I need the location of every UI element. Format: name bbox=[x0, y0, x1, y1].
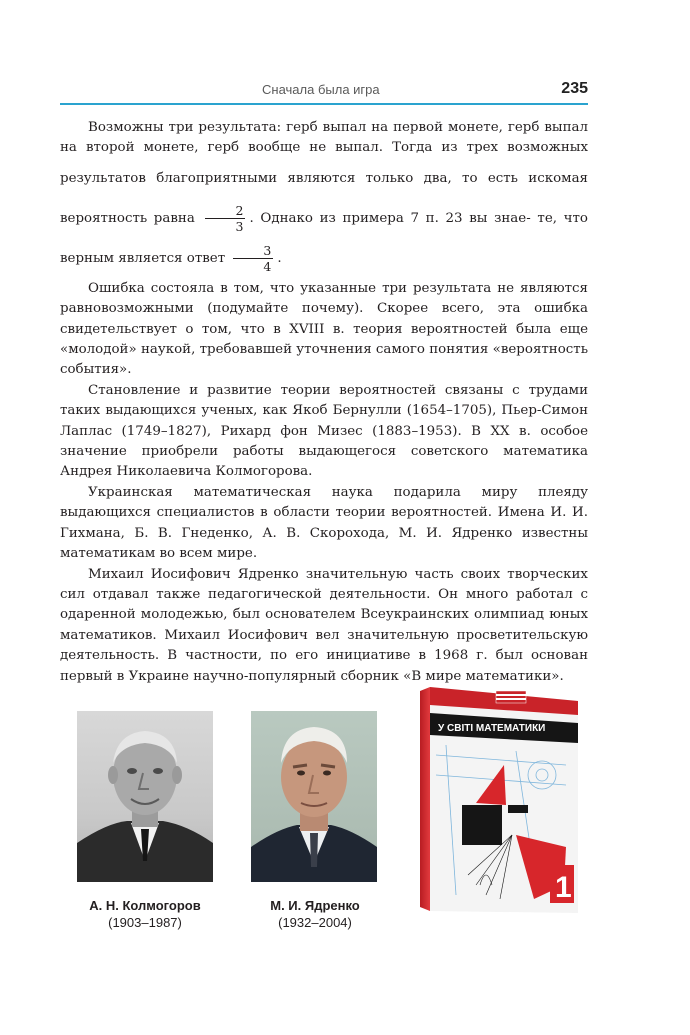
kolmogorov-years: (1903–1987) bbox=[108, 915, 182, 930]
book-volume-number: 1 bbox=[555, 871, 572, 904]
kolmogorov-portrait-drawing bbox=[77, 711, 213, 882]
paragraph-5: Михаил Иосифович Ядренко значительную часть своих творческих сил отдавал также педагогической деятельности. Он много работал с одаренной молодежью, был основателем Всеукраинских олимпиад юных математиков. Михаил Иосифович вел значительную просветительскую деятельность. В частности, по его инициативе в 1968 г. был основан первый в Украине научно-популярный сборник «В мире математики». bbox=[60, 566, 588, 684]
fraction-numerator: 2 bbox=[205, 203, 245, 219]
yadrenko-name: М. И. Ядренко bbox=[270, 898, 360, 913]
kolmogorov-portrait bbox=[77, 711, 213, 882]
kolmogorov-name: А. Н. Колмогоров bbox=[89, 898, 201, 913]
fraction-denominator: 3 bbox=[235, 218, 244, 234]
paragraph-4: Украинская математическая наука подарила миру плеяду выдающихся специалистов в области теории вероятностей. Имена И. И. Гихмана, Б. В. Гнеденко, А. В. Скорохода, М. И. Ядренко известны математикам во всем мире. bbox=[60, 484, 588, 562]
running-header-title: Сначала была игра bbox=[262, 82, 380, 97]
body-text bbox=[60, 118, 588, 687]
example-reference: . Однако из примера 7 п. 23 вы знае- bbox=[249, 210, 531, 226]
fraction-two-thirds bbox=[205, 203, 245, 234]
fraction-denominator: 4 bbox=[263, 258, 272, 274]
paragraph-1-text: Возможны три результата: герб выпал на первой монете, герб выпал на второй монете, герб вообще не выпал. Тогда из трех возможных результатов благоприятными являются только два, то есть bbox=[60, 120, 588, 186]
paragraph-3: Становление и развитие теории вероятностей связаны с трудами таких выдающихся ученых, как Якоб Бернулли (1654–1705), Пьер-Симон Лаплас (1749–1827), Рихард фон Мизес (1883–1953). В XX в. особое значение приобрели работы выдающегося советского математика Андрея Николаевича Колмогорова. bbox=[60, 382, 588, 480]
answer-phrase: те, что верным является ответ bbox=[60, 210, 588, 266]
fraction-three-quarters bbox=[233, 243, 273, 274]
yadrenko-caption bbox=[240, 897, 390, 931]
paragraph-2: Ошибка состояла в том, что указанные три результата не являются равновозможными (подумайте почему). Скорее всего, эта ошибка свидетельствует о том, что в XVIII в. теория вероятностей была еще «молодой» наукой, требовавшей уточнения самого понятия «вероятность события». bbox=[60, 280, 588, 378]
yadrenko-portrait bbox=[251, 711, 377, 882]
header-rule bbox=[60, 103, 588, 105]
paragraph-1 bbox=[60, 118, 588, 279]
book-cover-drawing bbox=[416, 685, 588, 915]
period: . bbox=[277, 250, 282, 266]
book-title: У СВІТІ МАТЕМАТИКИ bbox=[438, 723, 546, 734]
yadrenko-years: (1932–2004) bbox=[278, 915, 352, 930]
book-cover-image bbox=[416, 685, 588, 915]
kolmogorov-caption bbox=[62, 897, 228, 931]
page-number: 235 bbox=[561, 80, 588, 97]
probability-phrase: искомая вероятность равна bbox=[60, 170, 588, 226]
yadrenko-portrait-drawing bbox=[251, 711, 377, 882]
fraction-numerator: 3 bbox=[233, 243, 273, 259]
